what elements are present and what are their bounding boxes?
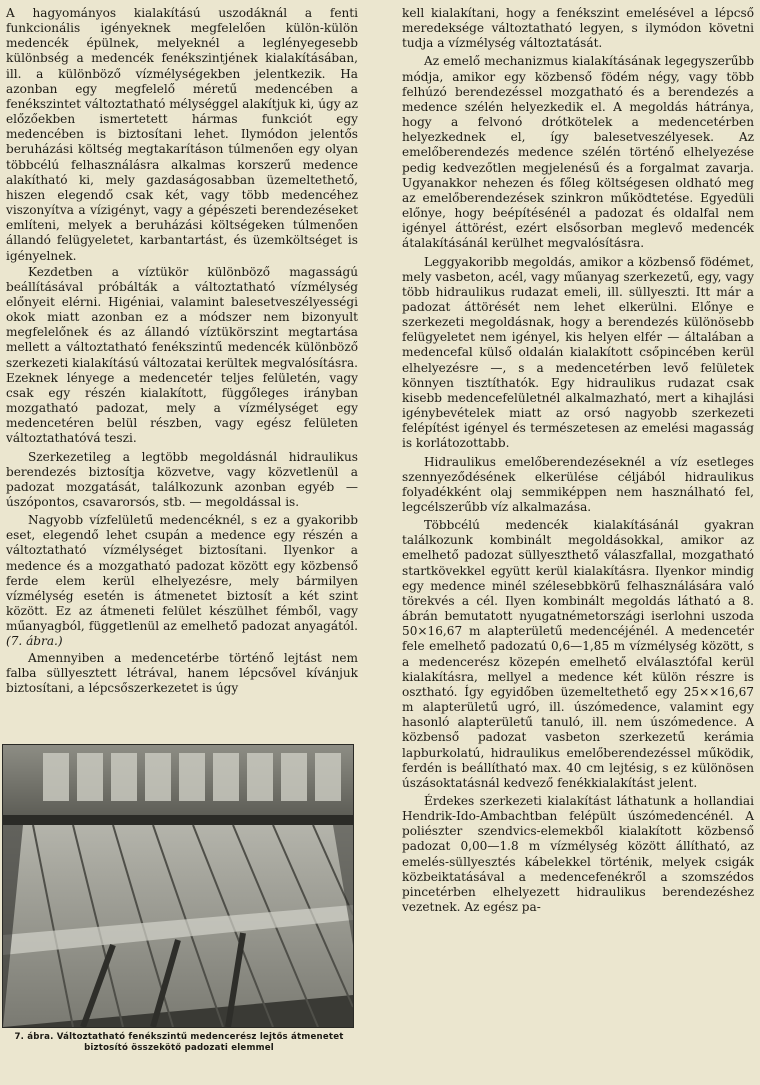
pool-photo bbox=[2, 744, 354, 1028]
paragraph: Szerkezetileg a legtöbb megoldásnál hidraulikus berendezés biztosítja közvetve, vagy közvetlenül a padozat mozgatását, találkozunk azonban egyéb — úszópontos, csavarorsós, stb. — megoldással is. bbox=[6, 449, 358, 509]
paragraph: Amennyiben a medencetérbe történő lejtást nem falba süllyesztett létrával, hanem lépcsővel kívánjuk biztosítani, a lépcsőszerkezetet is úgy bbox=[6, 650, 358, 695]
paragraph: Kezdetben a víztükör különböző magasságú beállításával próbálták a változtatható vízmélység előnyeit elérni. Higéniai, valamint balesetveszélyességi okok miatt azonban ez a módszer nem bizonyult megfelelőnek és az állandó víztükörszint megtartása mellett a változtatható fenékszintű medencék különböző szerkezeti kialakítású változatai kerültek megvalósításra. Ezeknek lényege a medencetér teljes felületén, vagy csak egy részén kialakított, függőleges irányban mozgatható padozat, mely a vízmélységet egy medencetéren belül részben, vagy egész felületen változtathatóvá teszi. bbox=[6, 264, 358, 446]
paragraph: Leggyakoribb megoldás, amikor a közbenső födémet, mely vasbeton, acél, vagy műanyag szerkezetű, egy, vagy több hidraulikus rudazat emeli, ill. süllyeszti. Itt már a padozat áttörését nem lehet elkerülni. Előnye e szerkezeti megoldásnak, hogy a berendezés különösebb felügyeletet nem igényel, kis helyen elfér — általában a medencefal külső oldalán kialakított csőpincében kerül elhelyezésre —, s a medencetérben levő felületek könnyen tisztíthatók. Egy hidraulikus rudazat csak kisebb medencefelületnél alkalmazható, mert a kihajlási igénybevételek miatt az orsó nagyobb szerkezeti felépítést igényel és természetesen az emelési magasság is korlátozottabb. bbox=[402, 254, 754, 451]
paragraph: Hidraulikus emelőberendezéseknél a víz esetleges szennyeződésének elkerülése céljából hidraulikus folyadékként olaj semmiképpen nem használható fel, legcélszerűbb víz alkalmazása. bbox=[402, 454, 754, 514]
paragraph: Többcélú medencék kialakításánál gyakran találkozunk kombinált megoldásokkal, amikor az emelhető padozat süllyeszthető válaszfallal, mozgatható startkövekkel együtt kerül kialakításra. Ilyenkor mindig egy medence minél szélesebbkörű felhasználására való törekvés a cél. Ilyen kombinált megoldás látható a 8. ábrán bemutatott nyugatnémetországi iserlohni uszoda 50×16,67 m alapterületű medencéjénél. A medencetér fele emelhető padozatú 0,6—1,85 m vízmélység között, s a medencerész közepén emelhető elválasztófal kerül kialakításra, mellyel a medence két külön részre is osztható. Így egyidőben üzemeltethető egy 25××16,67 m alapterületű ugró, ill. úszómedence, valamint egy hasonló alapterületű tanuló, ill. nem úszómedence. A közbenső padozat vasbeton szerkezetű kerámia lapburkolatú, hidraulikus emelőberendezéssel működik, ferdén is beállítható max. 40 cm lejtésig, s ez különösen úszásoktatásnál kedvező fenékkialakítást jelent. bbox=[402, 518, 754, 790]
paragraph: Az emelő mechanizmus kialakításának legegyszerűbb módja, amikor egy közbenső födém négy, vagy több felhúzó berendezéssel mozgatható és a berendezés a medence szélén helyezkedik el. A megoldás hátránya, hogy a felvonó drótkötelek a medencetérben helyezkednek el, így balesetveszélyesek. Az emelőberendezés medence szélén történő elhelyezése pedig kedvezőtlen megjelenésű és a forgalmat zavarja. Ugyanakkor nehezen és főleg költségesen oldható meg az emelőberendezések szinkron működtetése. Egyedüli előnye, hogy beépítésénél a padozat és oldalfal nem igényel áttörést, ezért elsősorban meglevő medencék átalakításánál kerülhet megvalósításra. bbox=[402, 54, 754, 251]
paragraph: kell kialakítani, hogy a fenékszint emelésével a lépcső meredeksége változtatható legyen, s ilymódon követni tudja a vízmélység változtatását. bbox=[402, 6, 754, 51]
figure-7 bbox=[2, 744, 356, 1053]
figure-reference: (7. ábra.) bbox=[6, 634, 63, 649]
paragraph: Érdekes szerkezeti kialakítást láthatunk a hollandiai Hendrik-Ido-Ambachtban felépült úszómedencénél. A poliészter szendvics-elemekből kialakított közbenső padozat 0,00—1.8 m vízmélység között állítható, az emelés-süllyesztés kábelekkel történik, melyek csigák közbeiktatásával a medencefenékről a szomszédos pincetérben elhelyezett hidraulikus berendezéshez vezetnek. Az egész pa- bbox=[402, 793, 754, 915]
figure-caption bbox=[2, 1032, 356, 1053]
paragraph bbox=[6, 513, 358, 649]
left-text-column bbox=[6, 6, 358, 696]
caption-line: biztosító összekötő padozati elemmel bbox=[84, 1042, 274, 1053]
caption-line: 7. ábra. Változtatható fenékszintű medencerész lejtős átmenetet bbox=[14, 1032, 344, 1042]
paragraph-text: Nagyobb vízfelületű medencéknél, s ez a gyakoribb eset, elegendő lehet csupán a medence egy részén a változtatható vízmélységet biztosítani. Ilyenkor a medence és a mozgatható padozat között egy közbenső ferde elem kerül elhelyezésre, mely bármilyen vízmélység esetén is átmenetet biztosít a két szint között. Ez az átmeneti felület készülhet fémből, vagy műanyagból, függetlenül az emelhető padozat anyagától. bbox=[6, 513, 358, 634]
right-text-column bbox=[402, 6, 754, 915]
paragraph: A hagyományos kialakítású uszodáknál a fenti funkcionális igényeknek megfelelően külön-külön medencék épülnek, melyeknél a leglényegesebb különbség a medencék fenékszintjének kialakításában, ill. a különböző vízmélységekben jelentkezik. Ha azonban egy megfelelő méretű medencében a fenékszintet változtatható mélységgel alakítjuk ki, úgy az előzőekben ismertetett hármas funkciót egy medencében is biztosítani lehet. Ilymódon jelentős beruházási költség megtakarításon túlmenően egy olyan többcélú felhasználásra alkalmas korszerű medence alakítható ki, mely gazdaságosabban üzemeltethető, hiszen elegendő csak két, vagy több medencéhez viszonyítva a vízigényt, vagy a gépészeti berendezéseket említeni, melyek a beruházási költségeken túlmenően állandó felügyeletet, karbantartást, és üzemköltséget is igényelnek. bbox=[6, 6, 358, 263]
